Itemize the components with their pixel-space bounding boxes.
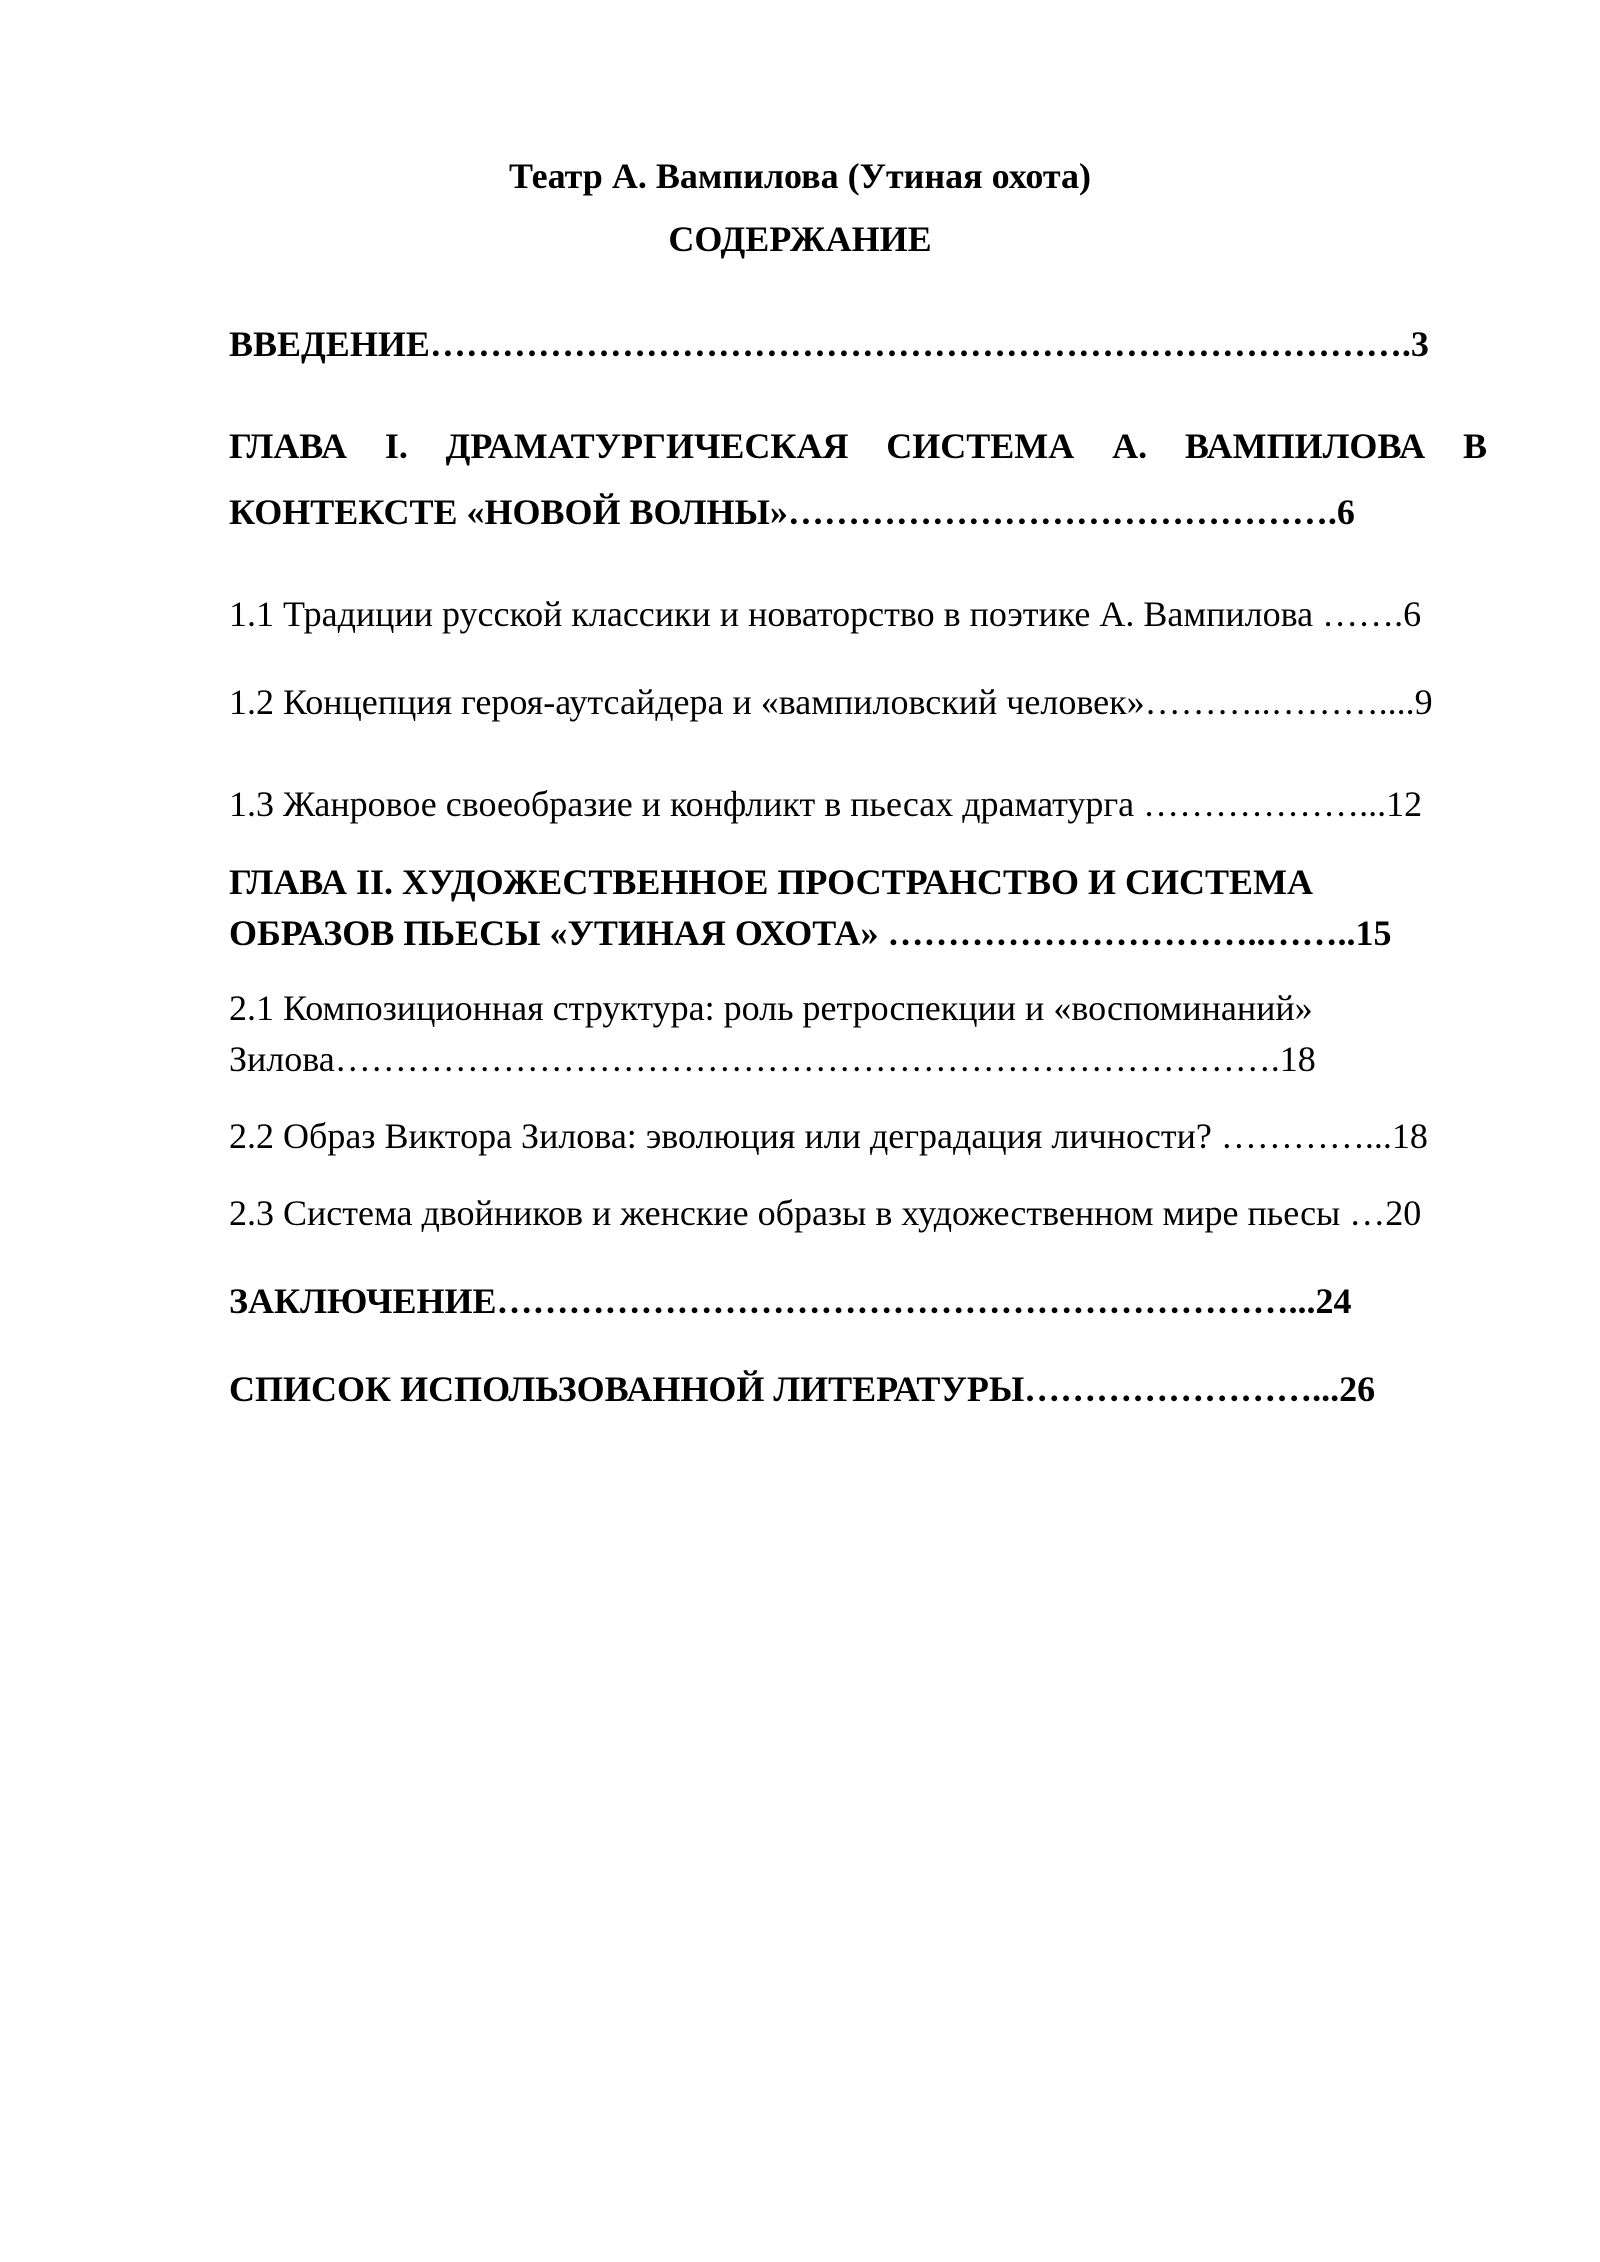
toc-chapter1-line2: КОНТЕКСТЕ «НОВОЙ ВОЛНЫ»……………………………………….6	[229, 492, 1355, 532]
toc-section-1-2: 1.2 Концепция героя-аутсайдера и «вампиловский человек»………..………....9	[229, 682, 1433, 722]
toc-chapter2-line1: ГЛАВА II. ХУДОЖЕСТВЕННОЕ ПРОСТРАНСТВО И СИСТЕМА	[229, 862, 1314, 902]
toc-section-1-3: 1.3 Жанровое своеобразие и конфликт в пьесах драматурга ………………...12	[229, 784, 1423, 824]
toc-intro: ВВЕДЕНИЕ……………………………………………………………………….3	[229, 324, 1429, 364]
toc-chapter1-line1: ГЛАВА I. ДРАМАТУРГИЧЕСКАЯ СИСТЕМА А. ВАМПИЛОВА В	[229, 426, 1487, 466]
toc-section-1-1: 1.1 Традиции русской классики и новаторство в поэтике А. Вампилова …….6	[229, 594, 1422, 634]
toc-chapter2-line2: ОБРАЗОВ ПЬЕСЫ «УТИНАЯ ОХОТА» …………………………..……..15	[229, 913, 1392, 953]
toc-section-2-1-line2: Зилова…………………………………………………………………….18	[229, 1039, 1316, 1079]
toc-section-2-3: 2.3 Система двойников и женские образы в художественном мире пьесы …20	[229, 1193, 1422, 1233]
contents-heading: СОДЕРЖАНИЕ	[668, 219, 932, 259]
toc-section-2-1-line1: 2.1 Композиционная структура: роль ретроспекции и «воспоминаний»	[229, 988, 1313, 1028]
document-title: Театр А. Вампилова (Утиная охота)	[508, 156, 1091, 196]
toc-conclusion: ЗАКЛЮЧЕНИЕ…………………………………………………………...24	[229, 1281, 1352, 1321]
toc-bibliography: СПИСОК ИСПОЛЬЗОВАННОЙ ЛИТЕРАТУРЫ……………………...26	[229, 1369, 1376, 1409]
toc-section-2-2: 2.2 Образ Виктора Зилова: эволюция или деградация личности? …………...18	[229, 1116, 1428, 1156]
